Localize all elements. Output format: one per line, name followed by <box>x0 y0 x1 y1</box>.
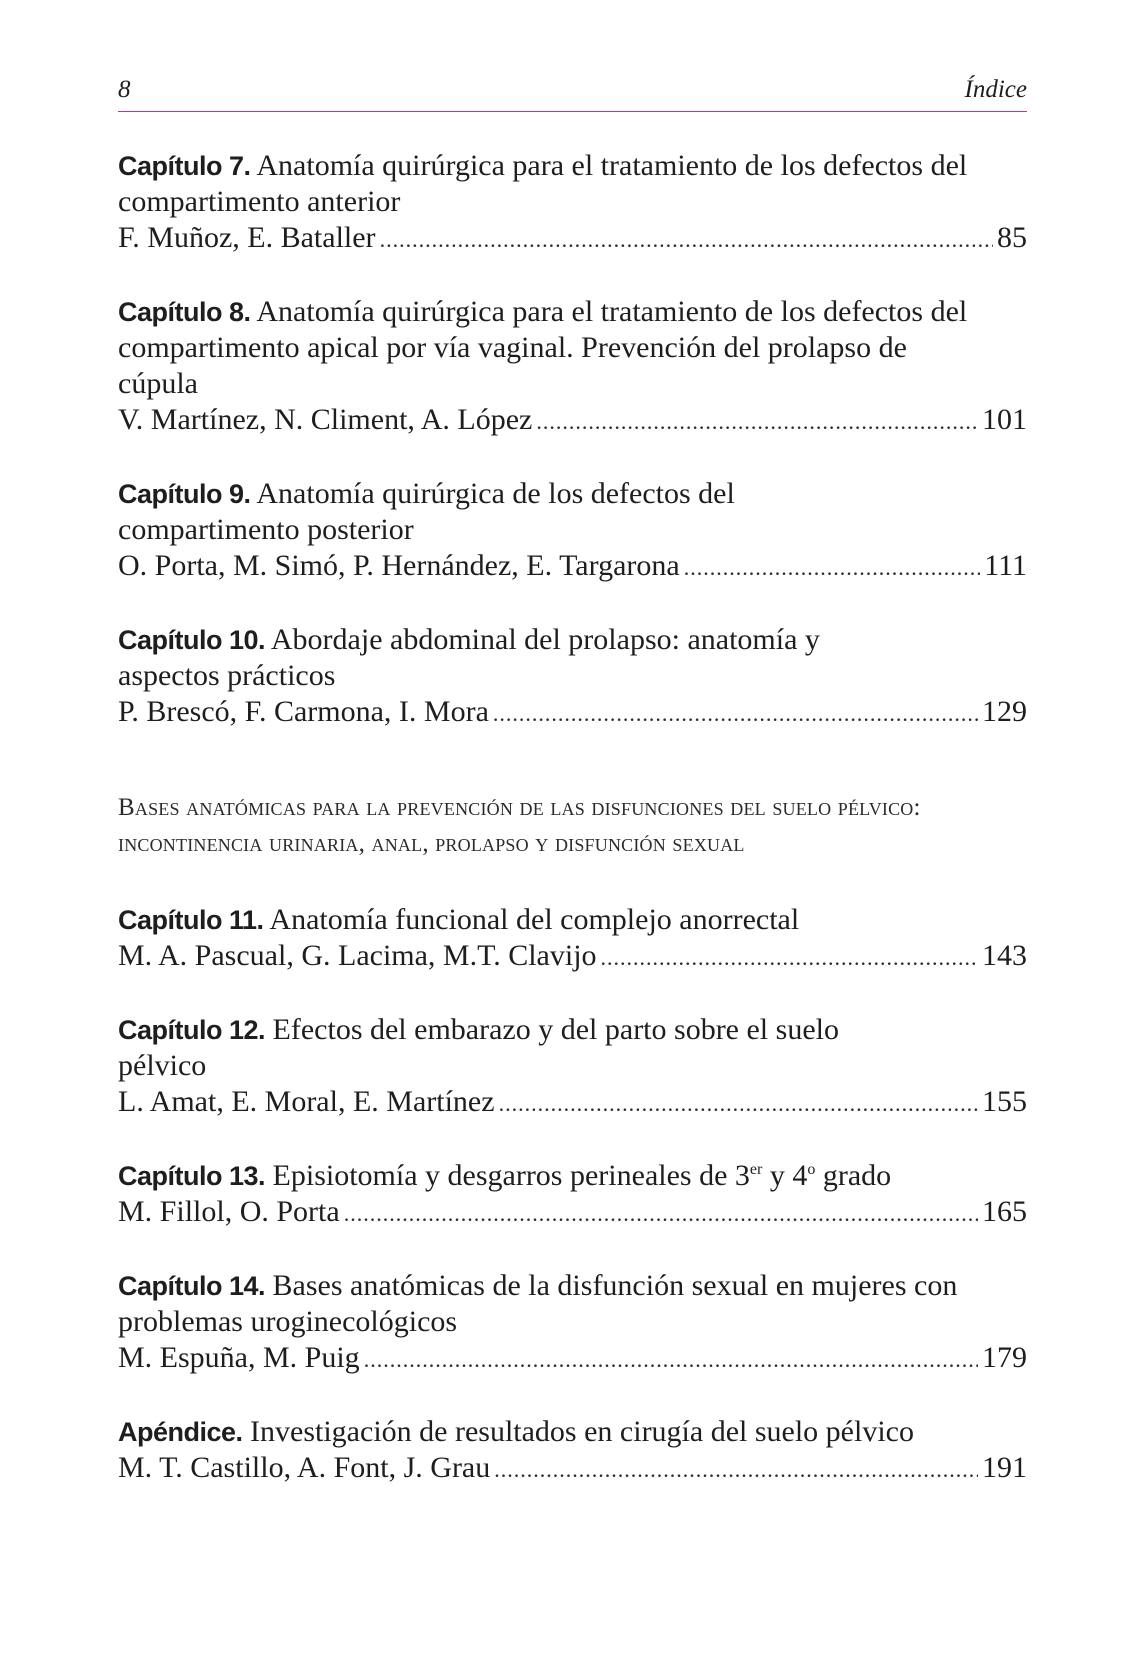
running-header <box>118 72 1027 112</box>
chapter-title-text: grado <box>815 1159 892 1192</box>
chapter-title: Bases anatómicas de la disfunción sexual en mujeres con problemas uroginecológicos <box>118 1269 958 1338</box>
chapter-label: Capítulo 8. <box>118 297 251 327</box>
dot-leader <box>601 940 978 976</box>
chapter-authors: V. Martínez, N. Climent, A. López <box>118 403 533 436</box>
chapter-title: Anatomía quirúrgica para el tratamiento de los defectos del compartimento apical por vía vaginal. Prevención del prolapso de cúpula <box>118 295 968 400</box>
chapter-authors: M. T. Castillo, A. Font, J. Grau <box>118 1451 491 1484</box>
chapter-page: 85 <box>997 221 1027 254</box>
toc-entry-chapter-12 <box>118 1012 1027 1122</box>
toc-entry-chapter-11 <box>118 902 1027 976</box>
chapter-title <box>273 1159 892 1192</box>
entry-authors-row <box>118 1450 1027 1488</box>
dot-leader <box>684 550 981 586</box>
chapter-title: Investigación de resultados en cirugía del suelo pélvico <box>250 1415 914 1448</box>
section-heading: Bases anatómicas para la prevención de las disfunciones del suelo pélvico: incontinencia urinaria, anal, prolapso y disfunción sexual <box>118 794 921 857</box>
chapter-title: Anatomía quirúrgica para el tratamiento de los defectos del compartimento anterior <box>118 149 968 218</box>
entry-authors-row <box>118 1084 1027 1122</box>
entry-title <box>118 294 968 402</box>
entry-title <box>118 1158 1027 1194</box>
chapter-label: Capítulo 11. <box>118 905 264 935</box>
dot-leader <box>494 1452 978 1488</box>
chapter-authors: M. Fillol, O. Porta <box>118 1195 340 1228</box>
chapter-label: Capítulo 7. <box>118 151 251 181</box>
dot-leader <box>344 1196 978 1232</box>
page-number: 8 <box>118 76 131 103</box>
chapter-page: 111 <box>984 549 1027 582</box>
chapter-title: Abordaje abdominal del prolapso: anatomía y aspectos prácticos <box>118 623 820 692</box>
entry-authors-row <box>118 938 1027 976</box>
chapter-label: Capítulo 10. <box>118 625 266 655</box>
toc-entry-chapter-7 <box>118 148 1027 258</box>
chapter-label: Apéndice. <box>118 1417 243 1447</box>
dot-leader <box>380 222 993 258</box>
entry-title <box>118 1268 968 1340</box>
entry-title <box>118 1414 1027 1450</box>
entry-authors-row <box>118 548 1027 586</box>
entry-title <box>118 902 1027 938</box>
chapter-page: 179 <box>982 1341 1027 1374</box>
chapter-authors: P. Brescó, F. Carmona, I. Mora <box>118 695 489 728</box>
toc-entry-chapter-10 <box>118 622 1027 732</box>
header-title: Índice <box>964 76 1027 103</box>
entry-authors-row <box>118 402 1027 440</box>
chapter-authors: O. Porta, M. Simó, P. Hernández, E. Targarona <box>118 549 680 582</box>
toc-entry-appendix <box>118 1414 1027 1488</box>
chapter-authors: M. A. Pascual, G. Lacima, M.T. Clavijo <box>118 939 597 972</box>
dot-leader <box>536 404 978 440</box>
entry-title <box>118 148 968 220</box>
dot-leader <box>364 1342 978 1378</box>
toc-entry-chapter-14 <box>118 1268 1027 1378</box>
table-of-contents <box>118 148 1027 1524</box>
entry-authors-row <box>118 1194 1027 1232</box>
dot-leader <box>493 696 978 732</box>
toc-entry-chapter-9 <box>118 476 1027 586</box>
dot-leader <box>499 1086 978 1122</box>
toc-entry-chapter-8 <box>118 294 1027 440</box>
ordinal-superscript: o <box>807 1161 816 1178</box>
chapter-page: 165 <box>982 1195 1027 1228</box>
chapter-label: Capítulo 14. <box>118 1271 266 1301</box>
chapter-title: Anatomía funcional del complejo anorrectal <box>269 903 800 936</box>
entry-authors-row <box>118 1340 1027 1378</box>
chapter-page: 143 <box>982 939 1027 972</box>
toc-entry-chapter-13 <box>118 1158 1027 1232</box>
chapter-title: Efectos del embarazo y del parto sobre el suelo pélvico <box>118 1013 839 1082</box>
chapter-page: 101 <box>982 403 1027 436</box>
chapter-page: 129 <box>982 695 1027 728</box>
entry-authors-row <box>118 694 1027 732</box>
chapter-authors: L. Amat, E. Moral, E. Martínez <box>118 1085 495 1118</box>
chapter-authors: F. Muñoz, E. Bataller <box>118 221 376 254</box>
header-rule <box>118 111 1027 112</box>
chapter-page: 155 <box>982 1085 1027 1118</box>
chapter-label: Capítulo 9. <box>118 479 251 509</box>
chapter-label: Capítulo 13. <box>118 1161 266 1191</box>
entry-title <box>118 622 838 694</box>
chapter-title-text: y 4 <box>762 1159 808 1192</box>
entry-title <box>118 1012 918 1084</box>
chapter-page: 191 <box>982 1451 1027 1484</box>
ordinal-superscript: er <box>749 1161 763 1178</box>
entry-authors-row <box>118 220 1027 258</box>
entry-title <box>118 476 758 548</box>
chapter-title: Anatomía quirúrgica de los defectos del compartimento posterior <box>118 477 735 546</box>
chapter-authors: M. Espuña, M. Puig <box>118 1341 360 1374</box>
chapter-title-text: Episiotomía y desgarros perineales de 3 <box>272 1159 750 1192</box>
chapter-label: Capítulo 12. <box>118 1015 266 1045</box>
